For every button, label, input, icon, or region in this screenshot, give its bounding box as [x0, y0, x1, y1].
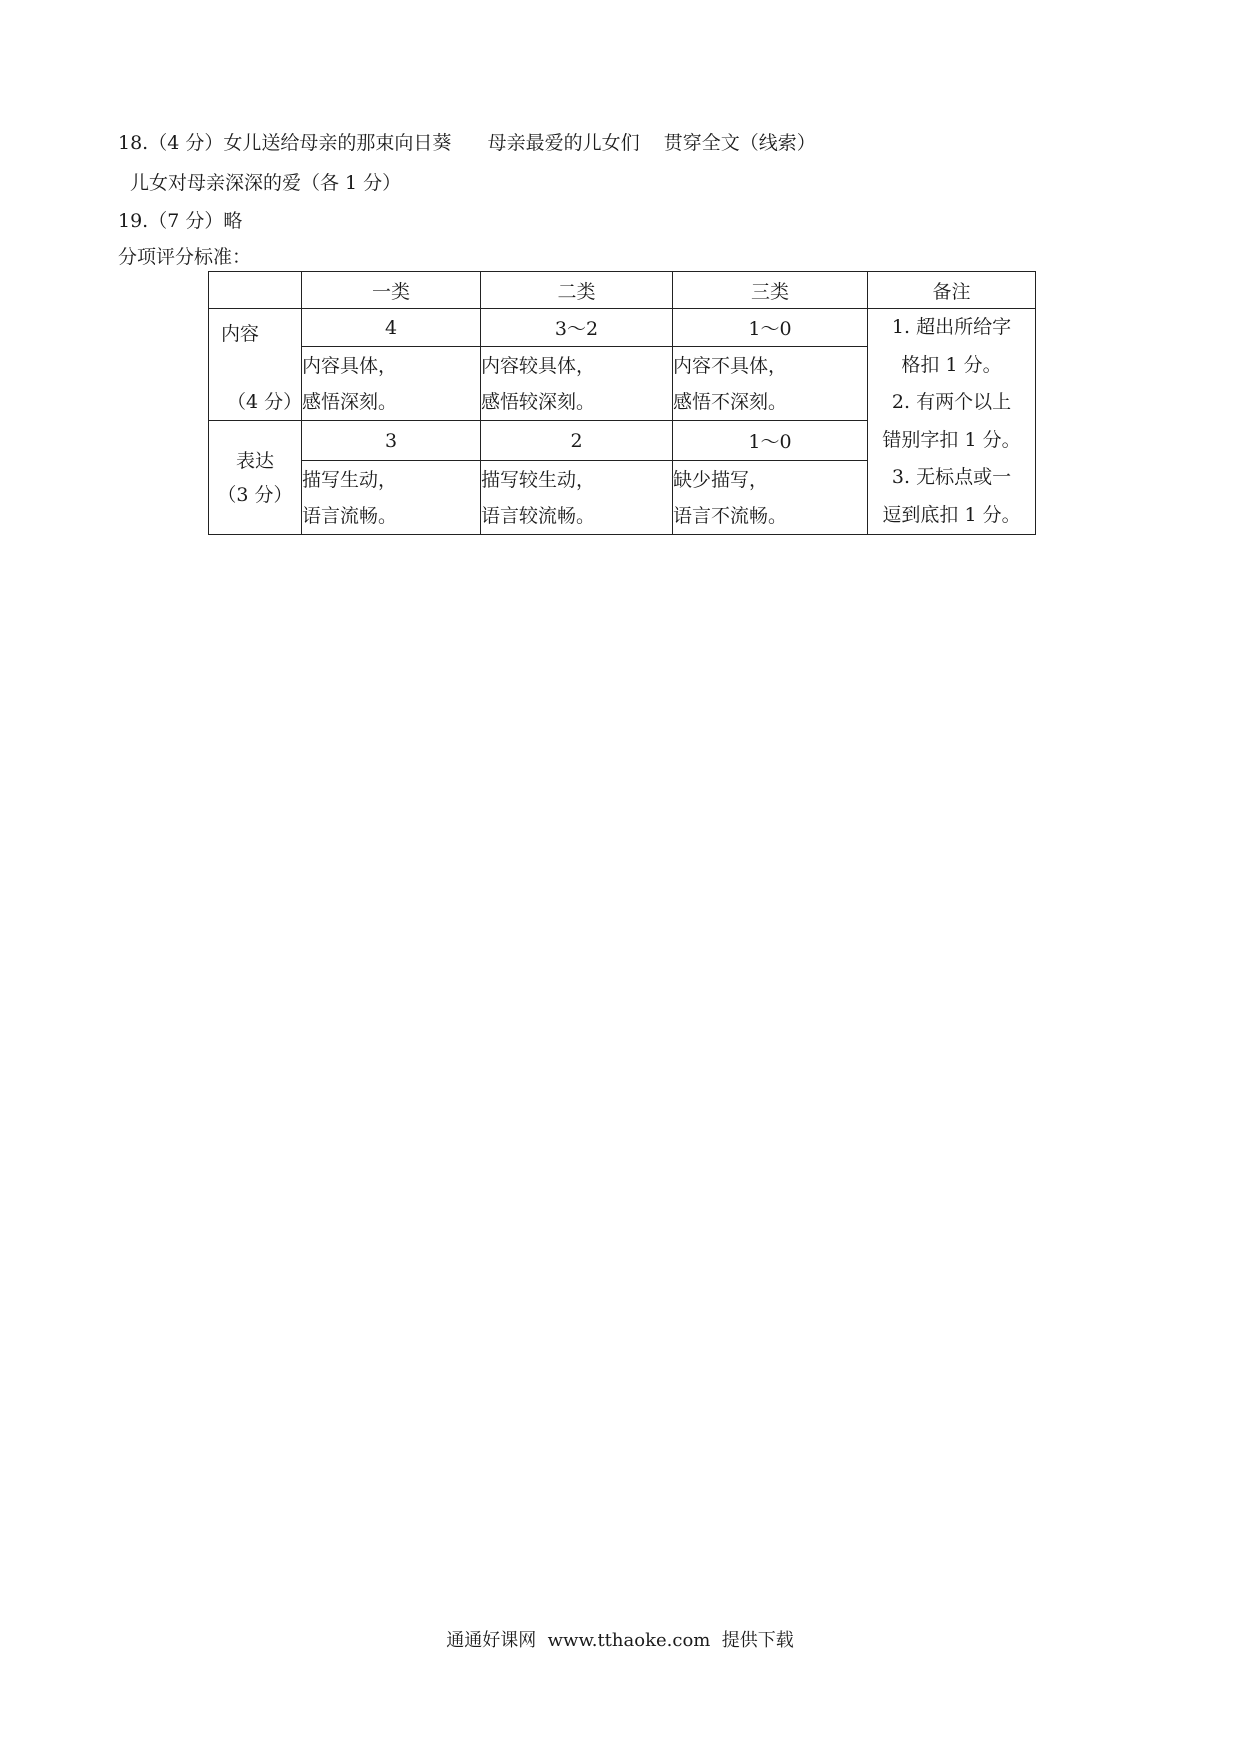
answer-18-line1: 18.（4 分）女儿送给母亲的那束向日葵 母亲最爱的儿女们 贯穿全文（线索） — [118, 132, 816, 154]
note-line: 错别字扣 1 分。 — [882, 428, 1021, 451]
expression-desc-3 — [673, 461, 868, 535]
desc-line: 语言流畅。 — [302, 504, 398, 527]
desc-line: 内容具体， — [302, 354, 398, 377]
expression-points: （3 分） — [217, 483, 293, 506]
content-desc-2 — [481, 347, 673, 421]
header-class-2: 二类 — [481, 272, 673, 309]
note-line: 逗到底扣 1 分。 — [882, 503, 1021, 526]
desc-line: 描写生动， — [302, 468, 398, 491]
content-points: （4 分） — [227, 391, 303, 413]
header-class-3: 三类 — [673, 272, 868, 309]
desc-line: 缺少描写， — [673, 468, 769, 491]
expression-desc-1 — [302, 461, 481, 535]
content-score-3: 1～0 — [673, 309, 868, 347]
expression-desc-2 — [481, 461, 673, 535]
footer-source: 通通好课网 www.tthaoke.com 提供下载 — [446, 1630, 794, 1651]
rubric-header-row — [209, 272, 1036, 309]
content-category — [209, 309, 302, 421]
scoring-criteria-label: 分项评分标准： — [118, 246, 252, 268]
expression-score-3: 1～0 — [673, 421, 868, 461]
header-empty — [209, 272, 302, 309]
desc-line: 感悟较深刻。 — [481, 390, 596, 413]
expression-score-2: 2 — [481, 421, 673, 461]
content-desc-3 — [673, 347, 868, 421]
answer-18-line2: 儿女对母亲深深的爱（各 1 分） — [130, 172, 402, 194]
desc-line: 感悟深刻。 — [302, 390, 398, 413]
content-score-2: 3～2 — [481, 309, 673, 347]
notes-cell — [868, 309, 1036, 535]
answer-19: 19.（7 分）略 — [118, 210, 243, 232]
desc-line: 语言较流畅。 — [481, 504, 596, 527]
desc-line: 内容较具体， — [481, 354, 596, 377]
expression-category — [209, 421, 302, 535]
expression-label: 表达 — [235, 449, 274, 472]
header-notes: 备注 — [868, 272, 1036, 309]
desc-line: 描写较生动， — [481, 468, 596, 491]
note-line: 3. 无标点或一 — [891, 466, 1012, 488]
expression-score-1: 3 — [302, 421, 481, 461]
rubric-table — [208, 271, 1036, 535]
note-line: 格扣 1 分。 — [901, 353, 1002, 376]
header-class-1: 一类 — [302, 272, 481, 309]
content-score-1: 4 — [302, 309, 481, 347]
desc-line: 语言不流畅。 — [673, 504, 788, 527]
note-line: 2. 有两个以上 — [891, 391, 1012, 413]
note-line: 1. 超出所给字 — [891, 316, 1012, 338]
content-label: 内容 — [221, 323, 260, 345]
desc-line: 感悟不深刻。 — [673, 390, 788, 413]
desc-line: 内容不具体， — [673, 354, 788, 377]
content-score-row — [209, 309, 1036, 347]
content-desc-1 — [302, 347, 481, 421]
